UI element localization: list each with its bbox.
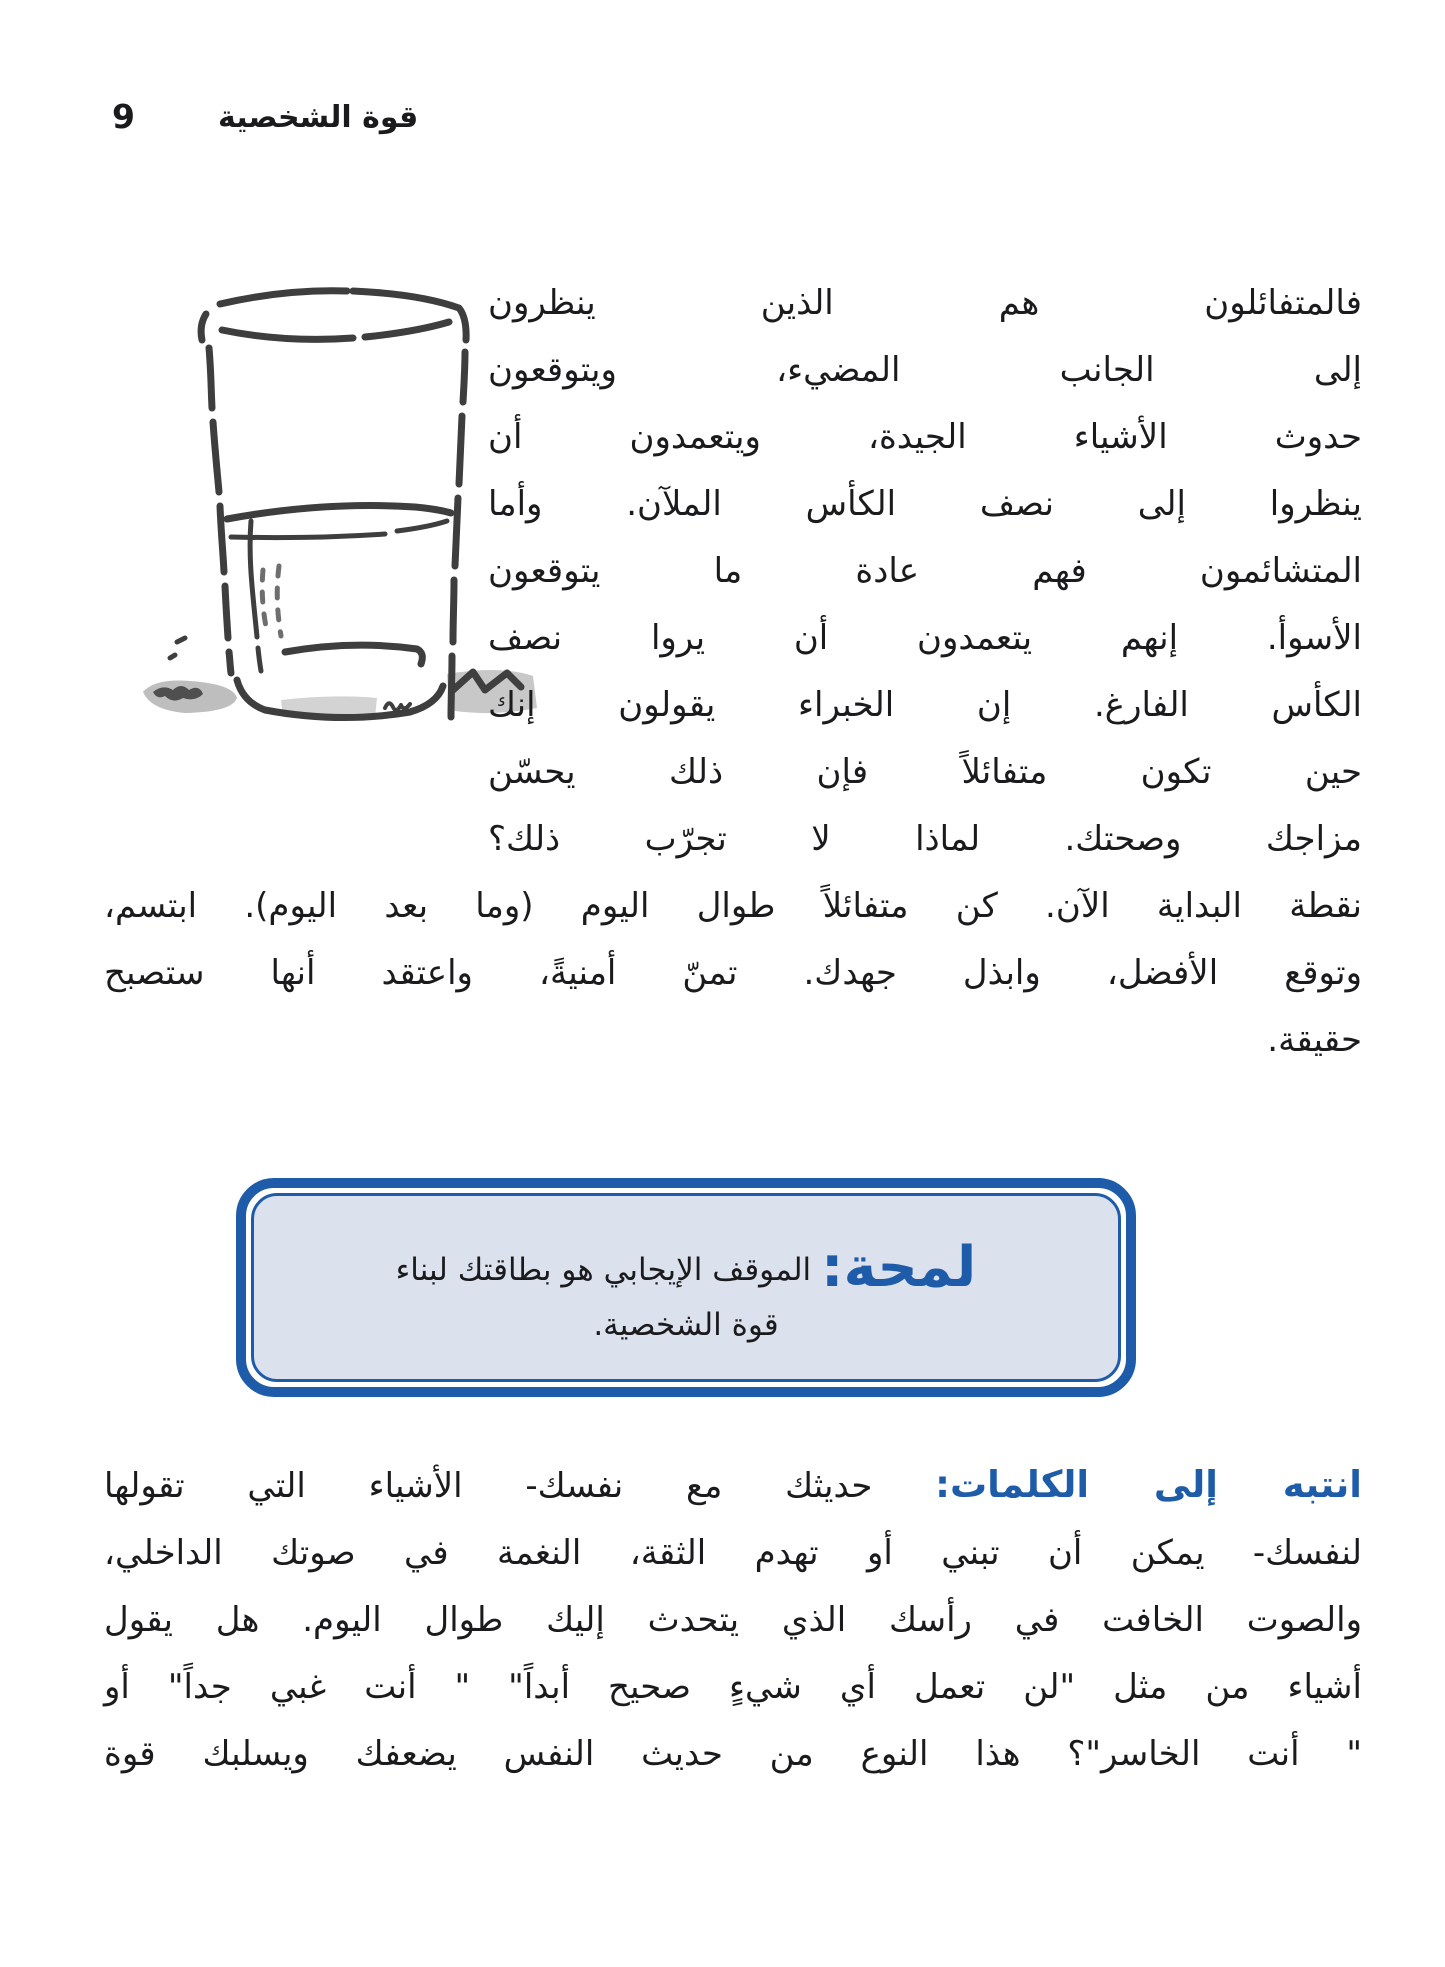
callout-text: الموقف الإيجابي هو بطاقتك لبناء (395, 1251, 812, 1288)
text-line: إلى الجانب المضيء، ويتوقعون (488, 350, 1362, 390)
text-line: المتشائمون فهم عادة ما يتوقعون (488, 551, 1362, 591)
text-line: مزاجك وصحتك. لماذا لا تجرّب ذلك؟ (488, 819, 1362, 859)
text-line: " أنت الخاسر"؟ هذا النوع من حديث النفس يضعفك ويسلبك قوة (104, 1734, 1362, 1774)
text-line: حقيقة. (1267, 1020, 1362, 1060)
text-line: وتوقع الأفضل، وابذل جهدك. تمنّ أمنيةً، واعتقد أنها ستصبح (104, 953, 1362, 993)
text-line: الأسوأ. إنهم يتعمدون أن يروا نصف (488, 618, 1362, 658)
section-heading-rest: حديثك مع نفسك- الأشياء التي تقولها (104, 1466, 873, 1506)
intro-paragraph (488, 270, 1362, 873)
section-heading: انتبه إلى الكلمات: (935, 1463, 1362, 1506)
text-line: الكأس الفارغ. إن الخبراء يقولون إنك (488, 685, 1362, 725)
words-section (104, 1451, 1362, 1788)
text-line: ينظروا إلى نصف الكأس الملآن. وأما (488, 484, 1362, 524)
text-line: حين تكون متفائلاً فإن ذلك يحسّن (488, 752, 1362, 792)
glass-sketch-svg (85, 240, 545, 800)
page-number: 9 (112, 97, 135, 136)
book-title: قوة الشخصية (218, 100, 419, 135)
text-line: أشياء من مثل "لن تعمل أي شيءٍ صحيح أبداً" " أنت غبي جداً" أو (104, 1667, 1362, 1707)
callout-label: لمحة: (821, 1234, 977, 1300)
insight-callout-box (236, 1178, 1136, 1397)
text-line (104, 1451, 1362, 1520)
insight-callout-inner (251, 1193, 1121, 1382)
glass-half-full-illustration (85, 240, 545, 800)
text-line: لنفسك- يمكن أن تبني أو تهدم الثقة، النغمة في صوتك الداخلي، (104, 1533, 1362, 1573)
continuation-paragraph (104, 873, 1362, 1074)
callout-line (395, 1234, 977, 1300)
text-line: والصوت الخافت في رأسك الذي يتحدث إليك طوال اليوم. هل يقول (104, 1600, 1362, 1640)
text-line: حدوث الأشياء الجيدة، ويتعمدون أن (488, 417, 1362, 457)
text-line: فالمتفائلون هم الذين ينظرون (488, 283, 1362, 323)
callout-text: قوة الشخصية. (593, 1306, 779, 1343)
text-line: نقطة البداية الآن. كن متفائلاً طوال اليوم (وما بعد اليوم). ابتسم، (104, 886, 1362, 926)
